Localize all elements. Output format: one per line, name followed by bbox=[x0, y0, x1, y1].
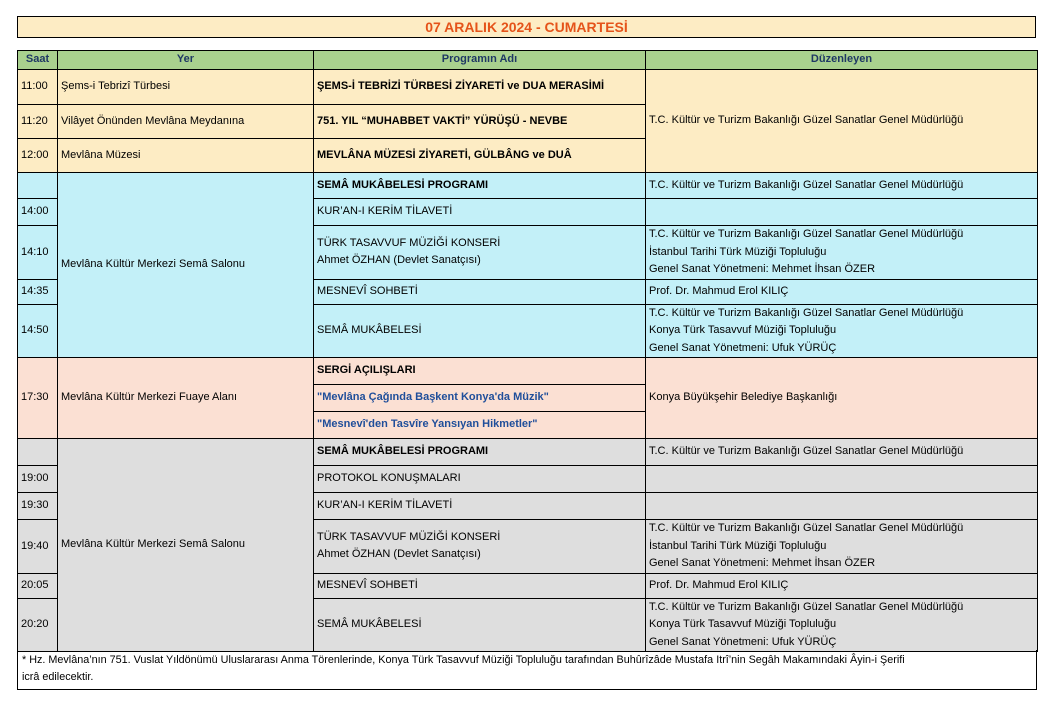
organizer-cell: Prof. Dr. Mahmud Erol KILIÇ bbox=[646, 279, 1038, 304]
organizer-line: Genel Sanat Yönetmeni: Ufuk YÜRÜÇ bbox=[649, 635, 837, 648]
program-cell: 751. YIL “MUHABBET VAKTİ” YÜRÜŞÜ - NEVBE bbox=[314, 105, 646, 139]
organizer-line: Konya Türk Tasavvuf Müziği Topluluğu bbox=[649, 324, 837, 336]
program-line: Ahmet ÖZHAN (Devlet Sanatçısı) bbox=[317, 254, 481, 267]
program-cell: ŞEMS-İ TEBRİZİ TÜRBESİ ZİYARETİ ve DUA MERASİMİ bbox=[314, 70, 646, 105]
time-cell: 19:00 bbox=[18, 466, 58, 493]
program-cell bbox=[314, 226, 646, 280]
place-cell: Mevlâna Kültür Merkezi Semâ Salonu bbox=[58, 173, 314, 358]
header-program: Programın Adı bbox=[314, 51, 646, 70]
table-row bbox=[18, 70, 1038, 105]
organizer-cell: T.C. Kültür ve Turizm Bakanlığı Güzel Sanatlar Genel Müdürlüğü bbox=[646, 439, 1038, 466]
time-cell bbox=[18, 439, 58, 466]
time-cell: 14:00 bbox=[18, 199, 58, 226]
organizer-cell bbox=[646, 598, 1038, 652]
program-line: TÜRK TASAVVUF MÜZİĞİ KONSERİ bbox=[317, 530, 501, 543]
organizer-cell bbox=[646, 226, 1038, 280]
table-row bbox=[18, 173, 1038, 199]
program-cell: MEVLÂNA MÜZESİ ZİYARETİ, GÜLBÂNG ve DUÂ bbox=[314, 139, 646, 173]
time-cell: 11:20 bbox=[18, 105, 58, 139]
time-cell: 17:30 bbox=[18, 358, 58, 439]
organizer-cell bbox=[646, 199, 1038, 226]
program-cell bbox=[314, 520, 646, 574]
program-cell: MESNEVÎ SOHBETİ bbox=[314, 573, 646, 598]
header-yer: Yer bbox=[58, 51, 314, 70]
program-cell: KUR’AN-I KERİM TİLAVETİ bbox=[314, 493, 646, 520]
place-cell: Mevlâna Müzesi bbox=[58, 139, 314, 173]
place-cell: Vilâyet Önünden Mevlâna Meydanına bbox=[58, 105, 314, 139]
organizer-cell bbox=[646, 466, 1038, 493]
organizer-cell bbox=[646, 304, 1038, 358]
organizer-cell: Konya Büyükşehir Belediye Başkanlığı bbox=[646, 358, 1038, 439]
organizer-line: T.C. Kültür ve Turizm Bakanlığı Güzel Sanatlar Genel Müdürlüğü bbox=[649, 228, 964, 240]
organizer-cell: T.C. Kültür ve Turizm Bakanlığı Güzel Sanatlar Genel Müdürlüğü bbox=[646, 173, 1038, 199]
time-cell: 19:30 bbox=[18, 493, 58, 520]
organizer-cell: T.C. Kültür ve Turizm Bakanlığı Güzel Sanatlar Genel Müdürlüğü bbox=[646, 70, 1038, 173]
organizer-line: Genel Sanat Yönetmeni: Ufuk YÜRÜÇ bbox=[649, 341, 837, 354]
organizer-line: Konya Türk Tasavvuf Müziği Topluluğu bbox=[649, 618, 837, 630]
footnote-line: * Hz. Mevlâna’nın 751. Vuslat Yıldönümü Uluslararası Anma Törenlerinde, Konya Türk Tasavvuf Müziği Topluluğu tarafından Buhûrîzâde Mustafa Itrî’nin Segâh Makamındaki Âyin-i Şerifi bbox=[22, 654, 905, 666]
time-cell: 14:50 bbox=[18, 304, 58, 358]
time-cell: 11:00 bbox=[18, 70, 58, 105]
program-cell: MESNEVÎ SOHBETİ bbox=[314, 279, 646, 304]
program-cell: KUR’AN-I KERİM TİLAVETİ bbox=[314, 199, 646, 226]
header-duzenleyen: Düzenleyen bbox=[646, 51, 1038, 70]
page-title: 07 ARALIK 2024 - CUMARTESİ bbox=[17, 16, 1036, 38]
organizer-line: T.C. Kültür ve Turizm Bakanlığı Güzel Sanatlar Genel Müdürlüğü bbox=[649, 522, 964, 534]
program-line: Ahmet ÖZHAN (Devlet Sanatçısı) bbox=[317, 548, 481, 561]
time-cell bbox=[18, 173, 58, 199]
organizer-cell bbox=[646, 520, 1038, 574]
organizer-line: Genel Sanat Yönetmeni: Mehmet İhsan ÖZER bbox=[649, 263, 876, 275]
organizer-line: İstanbul Tarihi Türk Müziği Topluluğu bbox=[649, 539, 827, 552]
exhibition-title: "Mevlâna Çağında Başkent Konya'da Müzik" bbox=[314, 385, 646, 412]
time-cell: 19:40 bbox=[18, 520, 58, 574]
program-cell: SEMÂ MUKÂBELESİ PROGRAMI bbox=[314, 439, 646, 466]
organizer-line: T.C. Kültür ve Turizm Bakanlığı Güzel Sanatlar Genel Müdürlüğü bbox=[649, 306, 964, 319]
schedule-table bbox=[17, 50, 1038, 652]
header-saat: Saat bbox=[18, 51, 58, 70]
time-cell: 20:20 bbox=[18, 598, 58, 652]
program-cell: SERGİ AÇILIŞLARI bbox=[314, 358, 646, 385]
time-cell: 14:10 bbox=[18, 226, 58, 280]
place-cell: Mevlâna Kültür Merkezi Fuaye Alanı bbox=[58, 358, 314, 439]
program-cell: SEMÂ MUKÂBELESİ bbox=[314, 304, 646, 358]
organizer-cell bbox=[646, 493, 1038, 520]
time-cell: 12:00 bbox=[18, 139, 58, 173]
place-cell: Şems-i Tebrizî Türbesi bbox=[58, 70, 314, 105]
program-line: TÜRK TASAVVUF MÜZİĞİ KONSERİ bbox=[317, 236, 501, 249]
footnote-line: icrâ edilecektir. bbox=[22, 671, 94, 683]
organizer-cell: Prof. Dr. Mahmud Erol KILIÇ bbox=[646, 573, 1038, 598]
organizer-line: T.C. Kültür ve Turizm Bakanlığı Güzel Sanatlar Genel Müdürlüğü bbox=[649, 600, 964, 613]
organizer-line: Genel Sanat Yönetmeni: Mehmet İhsan ÖZER bbox=[649, 557, 876, 569]
table-row bbox=[18, 439, 1038, 466]
footnote bbox=[17, 650, 1037, 690]
table-row bbox=[18, 358, 1038, 385]
program-cell: PROTOKOL KONUŞMALARI bbox=[314, 466, 646, 493]
table-header-row bbox=[18, 51, 1038, 70]
exhibition-title: "Mesnevî'den Tasvîre Yansıyan Hikmetler" bbox=[314, 412, 646, 439]
organizer-line: İstanbul Tarihi Türk Müziği Topluluğu bbox=[649, 245, 827, 258]
place-cell: Mevlâna Kültür Merkezi Semâ Salonu bbox=[58, 439, 314, 652]
time-cell: 20:05 bbox=[18, 573, 58, 598]
program-cell: SEMÂ MUKÂBELESİ PROGRAMI bbox=[314, 173, 646, 199]
program-cell: SEMÂ MUKÂBELESİ bbox=[314, 598, 646, 652]
time-cell: 14:35 bbox=[18, 279, 58, 304]
